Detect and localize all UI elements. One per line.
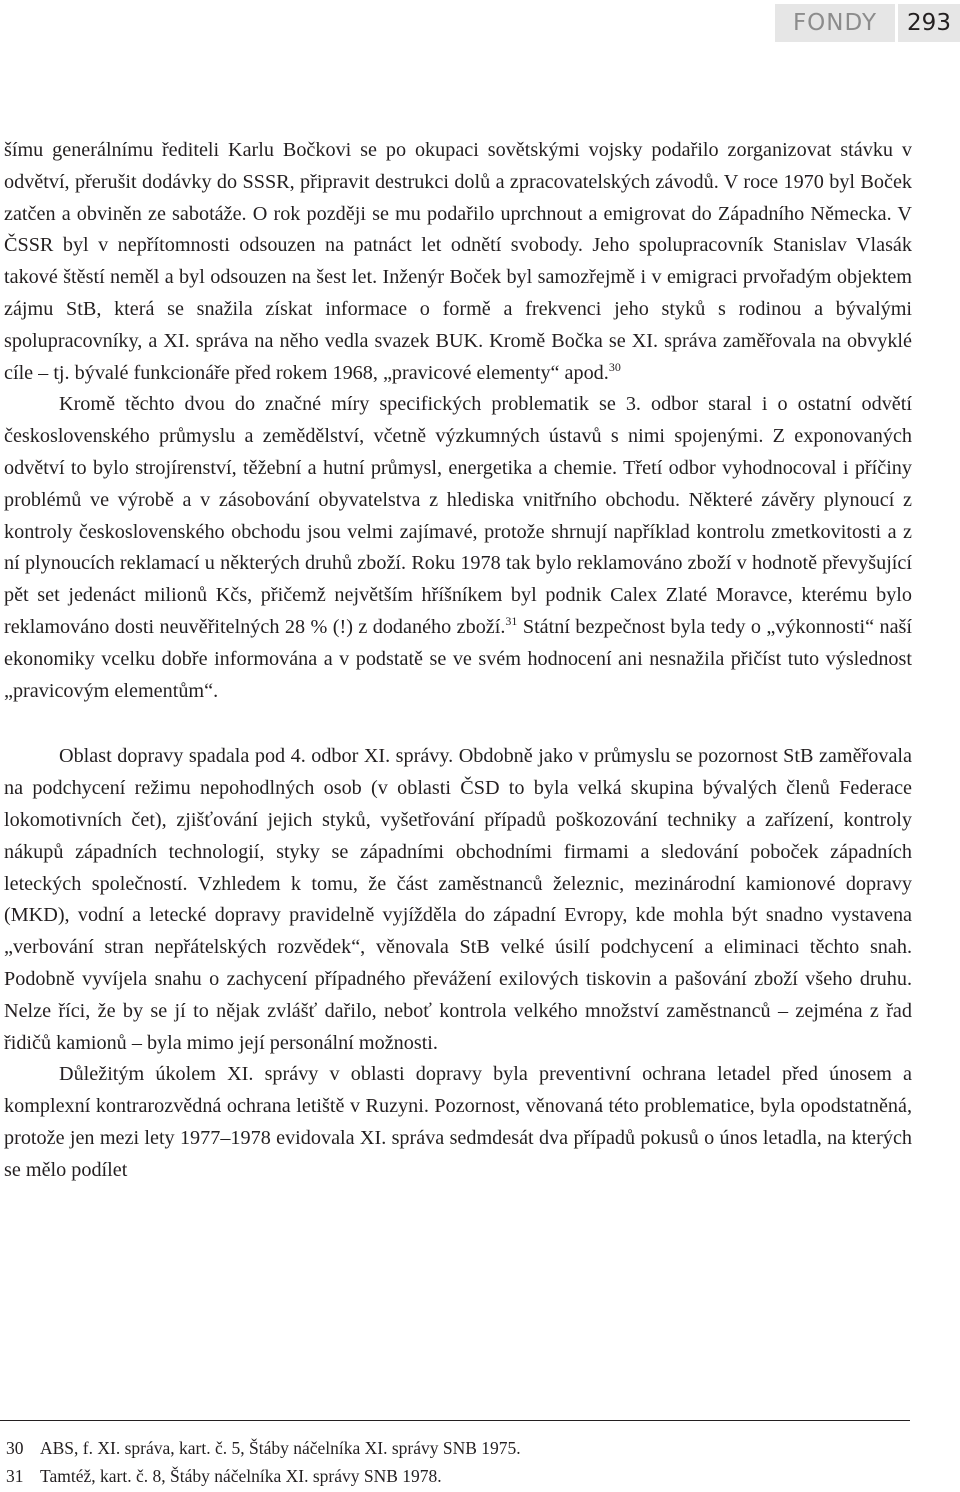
footnote xyxy=(6,1434,906,1462)
paragraph xyxy=(4,741,912,1059)
footnote-number: 30 xyxy=(6,1438,24,1458)
paragraph xyxy=(4,389,912,707)
paragraph-text: Oblast dopravy spadala pod 4. odbor XI. správy. Obdobně jako v průmyslu se pozornost StB zaměřovala na podchycení režimu nepohodlných osob (v oblasti ČSD to byla velká skupina bývalých členů Federace lokomotivních čet), zjišťování jejich styků, vyšetřování případů poškozování techniky a zařízení, kontroly nákupů západních technologií, styky se západními obchodními firmami a sledování poboček západních leteckých společností. Vzhledem k tomu, že část zaměstnanců železnic, mezinárodní kamionové dopravy (MKD), vodní a letecké dopravy pravidelně vyjížděla do západní Evropy, kde mohla být snadno vystavena „verbování stran nepřátelských rozvědek“, věnovala StB velké úsilí podchycení a eliminaci těchto snah. Podobně vyvíjela snahu o zachycení případného převážení exilových tiskovin a pašování zboží všeho druhu. Nelze říci, že by se jí to nějak zvlášť dařilo, neboť kontrola velkého množství zaměstnanců – zejména z řad řidičů kamionů – byla mimo její personální možnosti. xyxy=(4,745,912,1054)
footnote-ref: 30 xyxy=(608,359,621,374)
page-number: 293 xyxy=(895,4,960,42)
paragraph xyxy=(4,135,912,389)
paragraph-text: Státní bezpečnost byla tedy o „výkonnosti“ naší ekonomiky vcelku dobře informována a v podstatě se ve svém hodnocení ani nesnažila přičíst tuto výslednost „pravicovým elementům“. xyxy=(4,615,912,702)
paragraph-text: šímu generálnímu řediteli Karlu Bočkovi se po okupaci sovětskými vojsky podařilo zorganizovat stávku v odvětví, přerušit dodávky do SSSR, připravit destrukci dolů a zpracovatelských závodů. V roce 1970 byl Boček zatčen a obviněn ze sabotáže. O rok později se mu podařilo uprchnout a emigrovat do Západního Německa. V ČSSR byl v nepřítomnosti odsouzen na patnáct let odnětí svobody. Jeho spolupracovník Stanislav Vlasák takové štěstí neměl a byl odsouzen na šest let. Inženýr Boček byl samozřejmě i v emigraci prvořadým objektem zájmu StB, která se snažila získat informace o formě a frekvenci jeho styků s rodinou a bývalými spolupracovníky, a XI. správa na něho vedla svazek BUK. Kromě Bočka se XI. správa zaměřovala na obvyklé cíle – tj. bývalé funkcionáře před rokem 1968, „pravicové elementy“ apod. xyxy=(4,139,912,384)
body-text xyxy=(4,135,912,1187)
footnote-ref: 31 xyxy=(505,613,518,628)
footnote-divider xyxy=(0,1420,910,1421)
footnote-text: Tamtéž, kart. č. 8, Štáby náčelníka XI. správy SNB 1978. xyxy=(40,1466,442,1486)
footnote-text: ABS, f. XI. správa, kart. č. 5, Štáby náčelníka XI. správy SNB 1975. xyxy=(40,1438,521,1458)
paragraph-text: Důležitým úkolem XI. správy v oblasti dopravy byla preventivní ochrana letadel před únosem a komplexní kontrarozvědná ochrana letiště v Ruzyni. Pozornost, věnovaná této problematice, byla opodstatněná, protože jen mezi lety 1977–1978 evidovala XI. správa sedmdesát dva případů pokusů o únos letadla, na kterých se mělo podílet xyxy=(4,1063,912,1181)
footnote xyxy=(6,1462,906,1490)
footnotes xyxy=(6,1434,906,1490)
footnote-number: 31 xyxy=(6,1466,24,1486)
running-header xyxy=(775,4,960,42)
paragraph-text: Kromě těchto dvou do značné míry specifických problematik se 3. odbor staral i o ostatní odvětí československého průmyslu a zemědělství, včetně výzkumných ústavů s nimi spojenými. Z exponovaných odvětví to bylo strojírenství, těžební a hutní průmysl, energetika a chemie. Třetí odbor vyhodnocoval i příčiny problémů ve výrobě a v zásobování obyvatelstva z hlediska vnitřního obchodu. Některé závěry plynoucí z kontroly československého obchodu jsou velmi zajímavé, protože shrnují například kontrolu zmetkovitosti a z ní plynoucích reklamací u některých druhů zboží. Roku 1978 tak bylo reklamováno zboží v hodnotě převyšující pět set jedenáct milionů Kčs, přičemž největším hříšníkem byl podnik Calex Zlaté Moravce, kterému bylo reklamováno dosti neuvěřitelných 28 % (!) z dodaného zboží. xyxy=(4,393,912,638)
paragraph xyxy=(4,1059,912,1186)
section-title: FONDY xyxy=(775,4,895,42)
